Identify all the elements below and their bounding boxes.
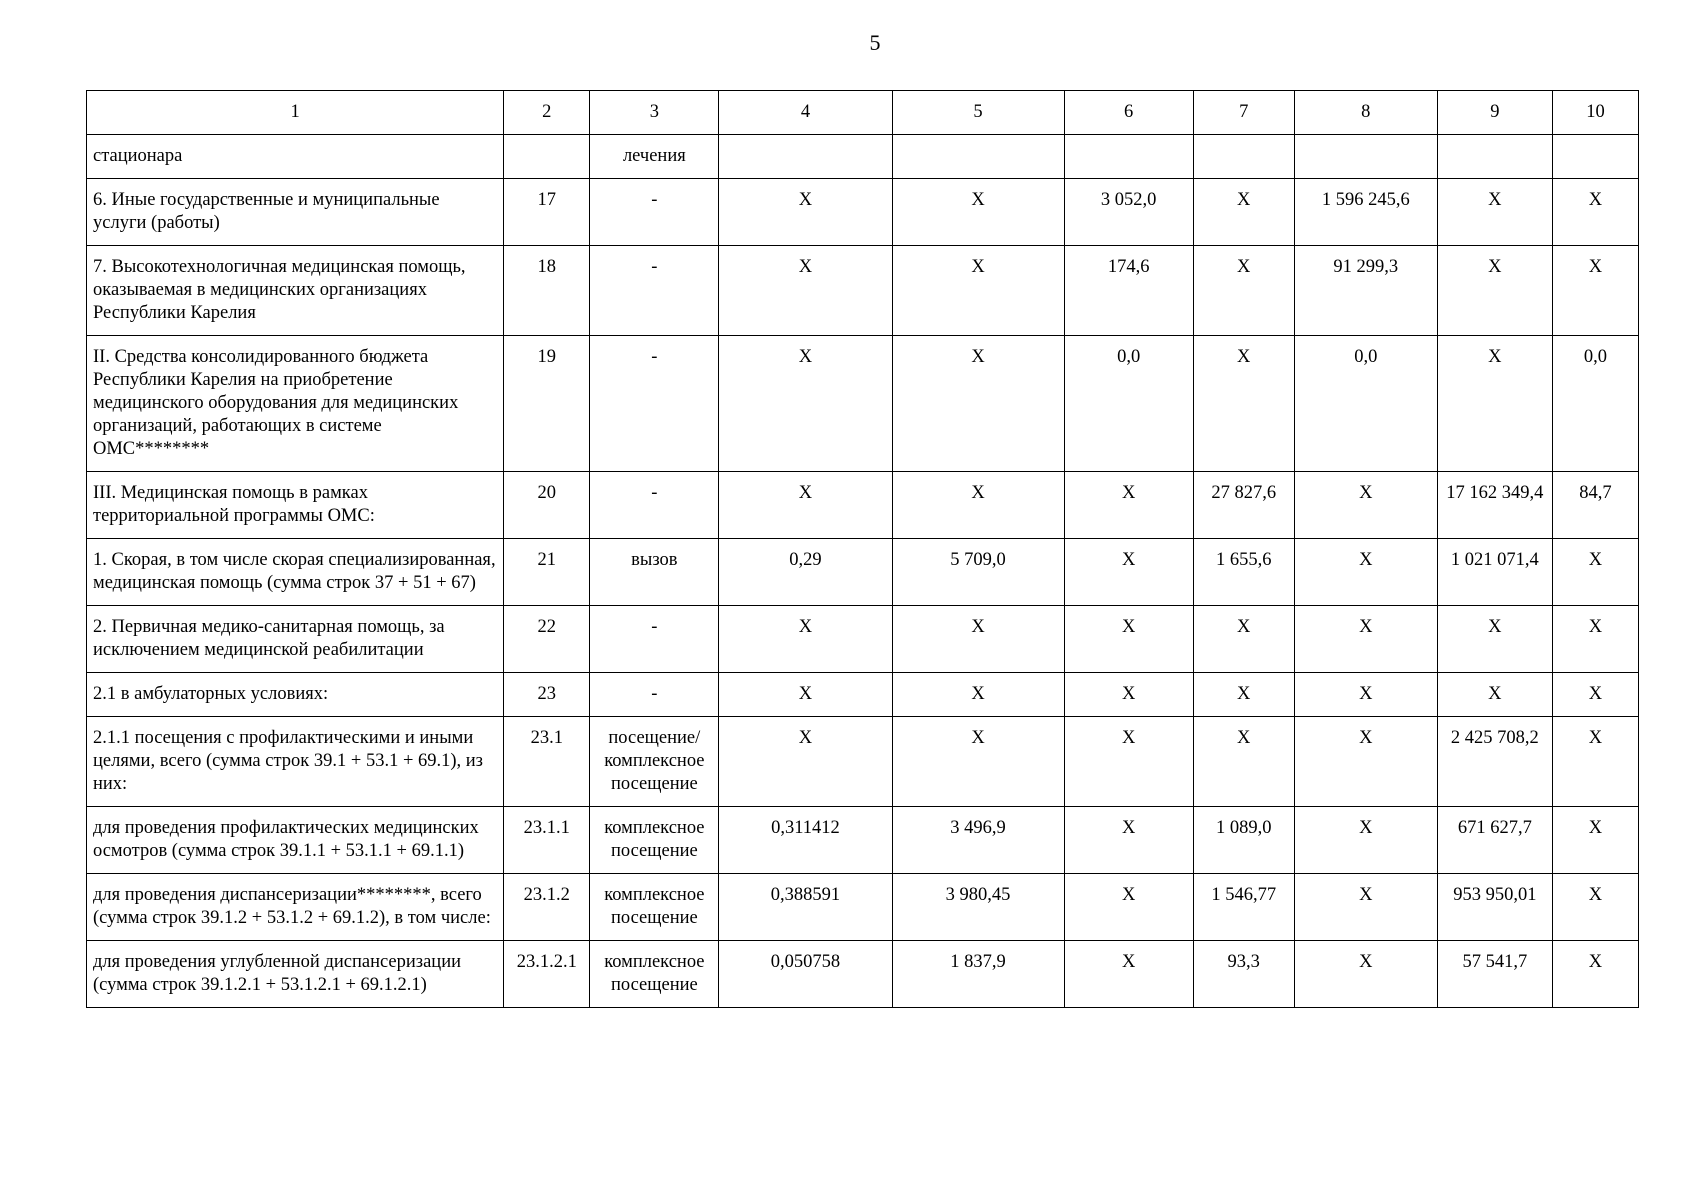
unit-cell: - (590, 246, 719, 336)
col5-cell: 5 709,0 (892, 539, 1064, 606)
unit-cell: вызов (590, 539, 719, 606)
unit-cell: - (590, 179, 719, 246)
col8-cell: X (1294, 874, 1437, 941)
row-name-cell: III. Медицинская помощь в рамках территориальной программы ОМС: (87, 472, 504, 539)
table-row (87, 807, 1639, 874)
row-code-cell: 20 (504, 472, 590, 539)
col10-cell: 84,7 (1552, 472, 1638, 539)
col6-cell: 0,0 (1064, 336, 1193, 472)
unit-cell: - (590, 336, 719, 472)
col9-cell: X (1437, 246, 1552, 336)
row-name-cell: 2. Первичная медико-санитарная помощь, за исключением медицинской реабилитации (87, 606, 504, 673)
col8-cell: X (1294, 539, 1437, 606)
row-code-cell: 22 (504, 606, 590, 673)
col4-cell: 0,311412 (719, 807, 892, 874)
unit-cell: посещение/ комплексное посещение (590, 717, 719, 807)
row-name-cell: 1. Скорая, в том числе скорая специализированная, медицинская помощь (сумма строк 37 + 51 + 67) (87, 539, 504, 606)
col6-cell: X (1064, 874, 1193, 941)
col7-cell: X (1193, 606, 1294, 673)
col5-cell: 3 496,9 (892, 807, 1064, 874)
unit-cell: - (590, 606, 719, 673)
table-row (87, 673, 1639, 717)
col4-cell (719, 135, 892, 179)
col5-cell (892, 135, 1064, 179)
col7-cell: 1 546,77 (1193, 874, 1294, 941)
col4-cell: X (719, 717, 892, 807)
column-number: 3 (590, 91, 719, 135)
col9-cell: 953 950,01 (1437, 874, 1552, 941)
col7-cell: 93,3 (1193, 941, 1294, 1008)
column-number-row (87, 91, 1639, 135)
col10-cell: X (1552, 673, 1638, 717)
col4-cell: X (719, 673, 892, 717)
column-number: 9 (1437, 91, 1552, 135)
table-row (87, 135, 1639, 179)
col5-cell: X (892, 717, 1064, 807)
row-code-cell: 23.1 (504, 717, 590, 807)
col6-cell: 174,6 (1064, 246, 1193, 336)
col6-cell: X (1064, 941, 1193, 1008)
row-name-cell: для проведения диспансеризации********, всего (сумма строк 39.1.2 + 53.1.2 + 69.1.2), в том числе: (87, 874, 504, 941)
col4-cell: X (719, 472, 892, 539)
table-row (87, 539, 1639, 606)
col7-cell: X (1193, 717, 1294, 807)
col6-cell: X (1064, 717, 1193, 807)
col6-cell: X (1064, 606, 1193, 673)
col8-cell: X (1294, 941, 1437, 1008)
row-name-cell: стационара (87, 135, 504, 179)
col7-cell: 1 655,6 (1193, 539, 1294, 606)
col9-cell: X (1437, 336, 1552, 472)
col8-cell: X (1294, 807, 1437, 874)
unit-cell: - (590, 472, 719, 539)
row-name-cell: 2.1.1 посещения с профилактическими и иными целями, всего (сумма строк 39.1 + 53.1 + 69.1), из них: (87, 717, 504, 807)
row-code-cell: 21 (504, 539, 590, 606)
col5-cell: 1 837,9 (892, 941, 1064, 1008)
column-number: 8 (1294, 91, 1437, 135)
col6-cell: 3 052,0 (1064, 179, 1193, 246)
row-code-cell: 17 (504, 179, 590, 246)
column-number: 7 (1193, 91, 1294, 135)
col4-cell: 0,050758 (719, 941, 892, 1008)
row-name-cell: II. Средства консолидированного бюджета Республики Карелия на приобретение медицинского оборудования для медицинских организаций, работающих в системе ОМС******** (87, 336, 504, 472)
col10-cell: X (1552, 717, 1638, 807)
row-code-cell (504, 135, 590, 179)
col10-cell: X (1552, 539, 1638, 606)
row-name-cell: 6. Иные государственные и муниципальные услуги (работы) (87, 179, 504, 246)
page-number: 5 (869, 30, 881, 55)
unit-cell: - (590, 673, 719, 717)
row-code-cell: 23 (504, 673, 590, 717)
row-code-cell: 23.1.2.1 (504, 941, 590, 1008)
table-row (87, 874, 1639, 941)
col6-cell (1064, 135, 1193, 179)
col4-cell: X (719, 246, 892, 336)
col9-cell: 2 425 708,2 (1437, 717, 1552, 807)
col8-cell: X (1294, 606, 1437, 673)
col8-cell: 0,0 (1294, 336, 1437, 472)
col9-cell: X (1437, 606, 1552, 673)
col5-cell: X (892, 246, 1064, 336)
col4-cell: 0,29 (719, 539, 892, 606)
col9-cell (1437, 135, 1552, 179)
col8-cell (1294, 135, 1437, 179)
table-row (87, 941, 1639, 1008)
col10-cell: X (1552, 179, 1638, 246)
table-row (87, 472, 1639, 539)
data-table (86, 90, 1639, 1008)
column-number: 1 (87, 91, 504, 135)
col9-cell: 17 162 349,4 (1437, 472, 1552, 539)
row-code-cell: 19 (504, 336, 590, 472)
col10-cell: X (1552, 246, 1638, 336)
col6-cell: X (1064, 472, 1193, 539)
row-code-cell: 23.1.1 (504, 807, 590, 874)
col6-cell: X (1064, 673, 1193, 717)
col7-cell: X (1193, 179, 1294, 246)
table-row (87, 606, 1639, 673)
column-number: 10 (1552, 91, 1638, 135)
row-code-cell: 18 (504, 246, 590, 336)
col8-cell: X (1294, 717, 1437, 807)
col10-cell: 0,0 (1552, 336, 1638, 472)
col9-cell: 1 021 071,4 (1437, 539, 1552, 606)
col8-cell: X (1294, 472, 1437, 539)
col9-cell: X (1437, 179, 1552, 246)
col5-cell: 3 980,45 (892, 874, 1064, 941)
row-name-cell: для проведения профилактических медицинских осмотров (сумма строк 39.1.1 + 53.1.1 + 69.1.1) (87, 807, 504, 874)
col7-cell: 1 089,0 (1193, 807, 1294, 874)
column-number: 2 (504, 91, 590, 135)
col5-cell: X (892, 673, 1064, 717)
col9-cell: X (1437, 673, 1552, 717)
unit-cell: комплексное посещение (590, 807, 719, 874)
column-number: 6 (1064, 91, 1193, 135)
col7-cell: 27 827,6 (1193, 472, 1294, 539)
col10-cell: X (1552, 807, 1638, 874)
col10-cell: X (1552, 874, 1638, 941)
col7-cell: X (1193, 336, 1294, 472)
unit-cell: лечения (590, 135, 719, 179)
col5-cell: X (892, 336, 1064, 472)
col10-cell: X (1552, 941, 1638, 1008)
col8-cell: X (1294, 673, 1437, 717)
col9-cell: 57 541,7 (1437, 941, 1552, 1008)
row-name-cell: 2.1 в амбулаторных условиях: (87, 673, 504, 717)
table-row (87, 179, 1639, 246)
col9-cell: 671 627,7 (1437, 807, 1552, 874)
unit-cell: комплексное посещение (590, 941, 719, 1008)
table-row (87, 336, 1639, 472)
col5-cell: X (892, 179, 1064, 246)
column-number: 4 (719, 91, 892, 135)
row-name-cell: для проведения углубленной диспансеризации (сумма строк 39.1.2.1 + 53.1.2.1 + 69.1.2.1) (87, 941, 504, 1008)
column-number: 5 (892, 91, 1064, 135)
col4-cell: X (719, 606, 892, 673)
col8-cell: 91 299,3 (1294, 246, 1437, 336)
col7-cell: X (1193, 246, 1294, 336)
col7-cell: X (1193, 673, 1294, 717)
unit-cell: комплексное посещение (590, 874, 719, 941)
col5-cell: X (892, 606, 1064, 673)
row-name-cell: 7. Высокотехнологичная медицинская помощь, оказываемая в медицинских организациях Республики Карелия (87, 246, 504, 336)
table-row (87, 717, 1639, 807)
col4-cell: X (719, 179, 892, 246)
col4-cell: X (719, 336, 892, 472)
col6-cell: X (1064, 539, 1193, 606)
col8-cell: 1 596 245,6 (1294, 179, 1437, 246)
row-code-cell: 23.1.2 (504, 874, 590, 941)
col4-cell: 0,388591 (719, 874, 892, 941)
col6-cell: X (1064, 807, 1193, 874)
col7-cell (1193, 135, 1294, 179)
col5-cell: X (892, 472, 1064, 539)
table-row (87, 246, 1639, 336)
col10-cell (1552, 135, 1638, 179)
col10-cell: X (1552, 606, 1638, 673)
